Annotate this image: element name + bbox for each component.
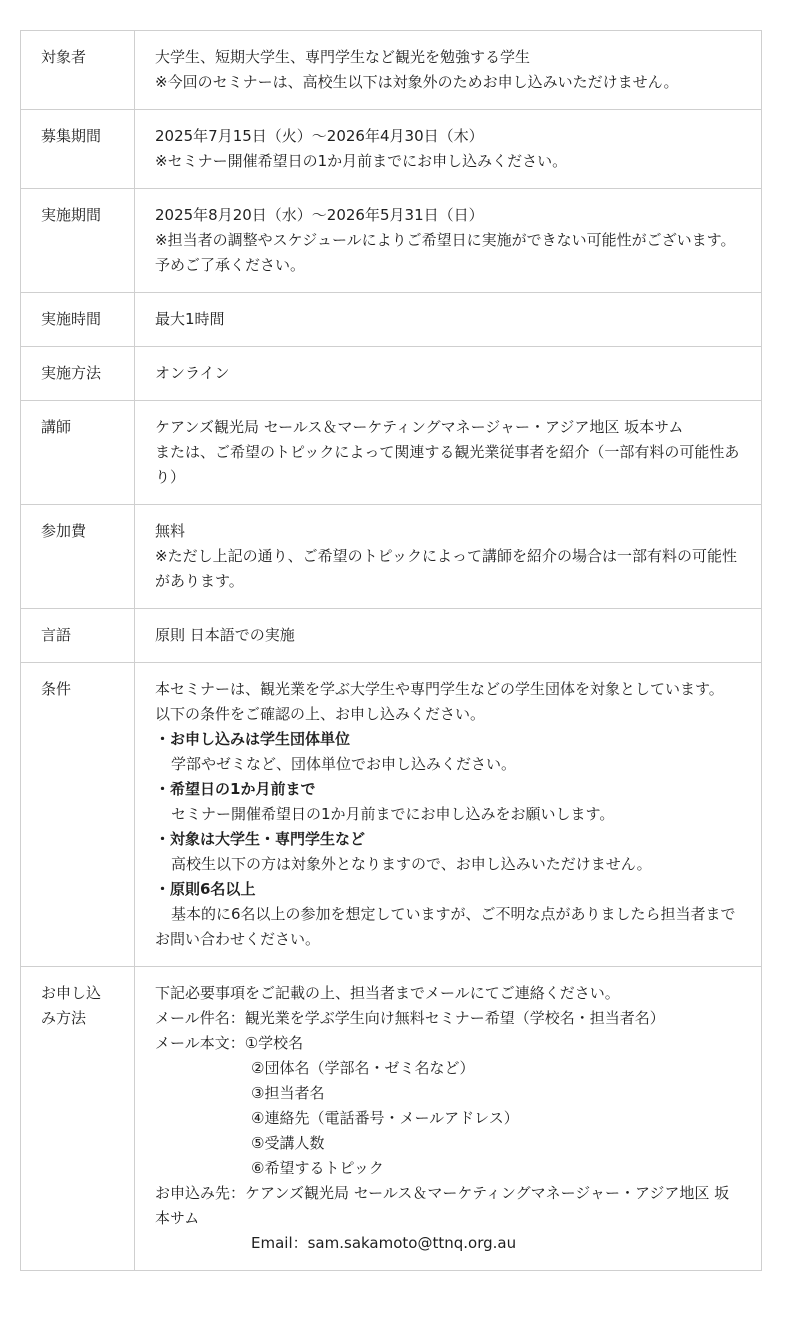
table-row: [21, 663, 762, 967]
value-line: ※ただし上記の通り、ご希望のトピックによって講師を紹介の場合は一部有料の可能性があります。: [155, 547, 737, 590]
row-value: [135, 293, 762, 347]
row-label: お申し込み方法: [21, 967, 135, 1271]
row-label: 条件: [21, 663, 135, 967]
table-row: [21, 505, 762, 609]
mail-body-item: ②団体名（学部名・ゼミ名など）: [251, 1059, 475, 1077]
value-line: 無料: [155, 522, 186, 540]
value-line: 原則 日本語での実施: [155, 626, 295, 644]
condition-detail: 高校生以下の方は対象外となりますので、お申し込みいただけません。: [171, 855, 652, 873]
mail-body-item: メール本文：①学校名: [155, 1034, 304, 1052]
value-line: 本セミナーは、観光業を学ぶ大学生や専門学生などの学生団体を対象としています。: [155, 680, 724, 698]
value-line: 2025年7月15日（火）～2026年4月30日（木）: [155, 127, 484, 145]
mail-body-item: ③担当者名: [251, 1084, 325, 1102]
seminar-info-table: [20, 30, 762, 1271]
value-line: 下記必要事項をご記載の上、担当者までメールにてご連絡ください。: [155, 984, 620, 1002]
condition-heading: ・原則6名以上: [155, 880, 256, 898]
condition-heading: ・希望日の1か月前まで: [155, 780, 316, 798]
table-row: [21, 609, 762, 663]
table-row: [21, 31, 762, 110]
contact-destination: お申込み先：ケアンズ観光局 セールス＆マーケティングマネージャー・アジア地区 坂本サム: [155, 1184, 730, 1227]
table-row: [21, 293, 762, 347]
row-label: 実施方法: [21, 347, 135, 401]
row-label: 参加費: [21, 505, 135, 609]
table-row: [21, 347, 762, 401]
row-value: [135, 110, 762, 189]
contact-email[interactable]: Email：sam.sakamoto@ttnq.org.au: [251, 1234, 517, 1252]
row-value: [135, 189, 762, 293]
row-value: [135, 663, 762, 967]
condition-detail: 学部やゼミなど、団体単位でお申し込みください。: [171, 755, 517, 773]
mail-body-item: ⑤受講人数: [251, 1134, 325, 1152]
condition-heading: ・お申し込みは学生団体単位: [155, 730, 351, 748]
table-row: [21, 189, 762, 293]
mail-subject: メール件名：観光業を学ぶ学生向け無料セミナー希望（学校名・担当者名）: [155, 1009, 665, 1027]
condition-heading: ・対象は大学生・専門学生など: [155, 830, 366, 848]
row-label: 講師: [21, 401, 135, 505]
mail-body-item: ⑥希望するトピック: [251, 1159, 384, 1177]
value-line: 2025年8月20日（水）～2026年5月31日（日）: [155, 206, 484, 224]
row-value: [135, 967, 762, 1271]
value-line: または、ご希望のトピックによって関連する観光業従事者を紹介（一部有料の可能性あり）: [155, 443, 740, 486]
value-line: ケアンズ観光局 セールス＆マーケティングマネージャー・アジア地区 坂本サム: [155, 418, 684, 436]
row-value: [135, 347, 762, 401]
seminar-info-table-container: [20, 30, 762, 1271]
row-value: [135, 31, 762, 110]
condition-detail: セミナー開催希望日の1か月前までにお申し込みをお願いします。: [171, 805, 615, 823]
row-value: [135, 505, 762, 609]
table-row: [21, 401, 762, 505]
row-value: [135, 401, 762, 505]
value-line: 以下の条件をご確認の上、お申し込みください。: [155, 705, 486, 723]
value-line: 最大1時間: [155, 310, 225, 328]
value-line: オンライン: [155, 364, 230, 382]
value-line: ※今回のセミナーは、高校生以下は対象外のためお申し込みいただけません。: [155, 73, 679, 91]
table-row: [21, 967, 762, 1271]
mail-body-item: ④連絡先（電話番号・メールアドレス）: [251, 1109, 519, 1127]
row-value: [135, 609, 762, 663]
row-label: 実施期間: [21, 189, 135, 293]
row-label: 実施時間: [21, 293, 135, 347]
table-row: [21, 110, 762, 189]
value-line: ※担当者の調整やスケジュールによりご希望日に実施ができない可能性がございます。予めご了承ください。: [155, 231, 736, 274]
row-label: 募集期間: [21, 110, 135, 189]
value-line: ※セミナー開催希望日の1か月前までにお申し込みください。: [155, 152, 568, 170]
row-label: 言語: [21, 609, 135, 663]
value-line: 大学生、短期大学生、専門学生など観光を勉強する学生: [155, 48, 531, 66]
row-label: 対象者: [21, 31, 135, 110]
condition-detail: 基本的に6名以上の参加を想定していますが、ご不明な点がありましたら担当者までお問い合わせください。: [155, 905, 736, 948]
